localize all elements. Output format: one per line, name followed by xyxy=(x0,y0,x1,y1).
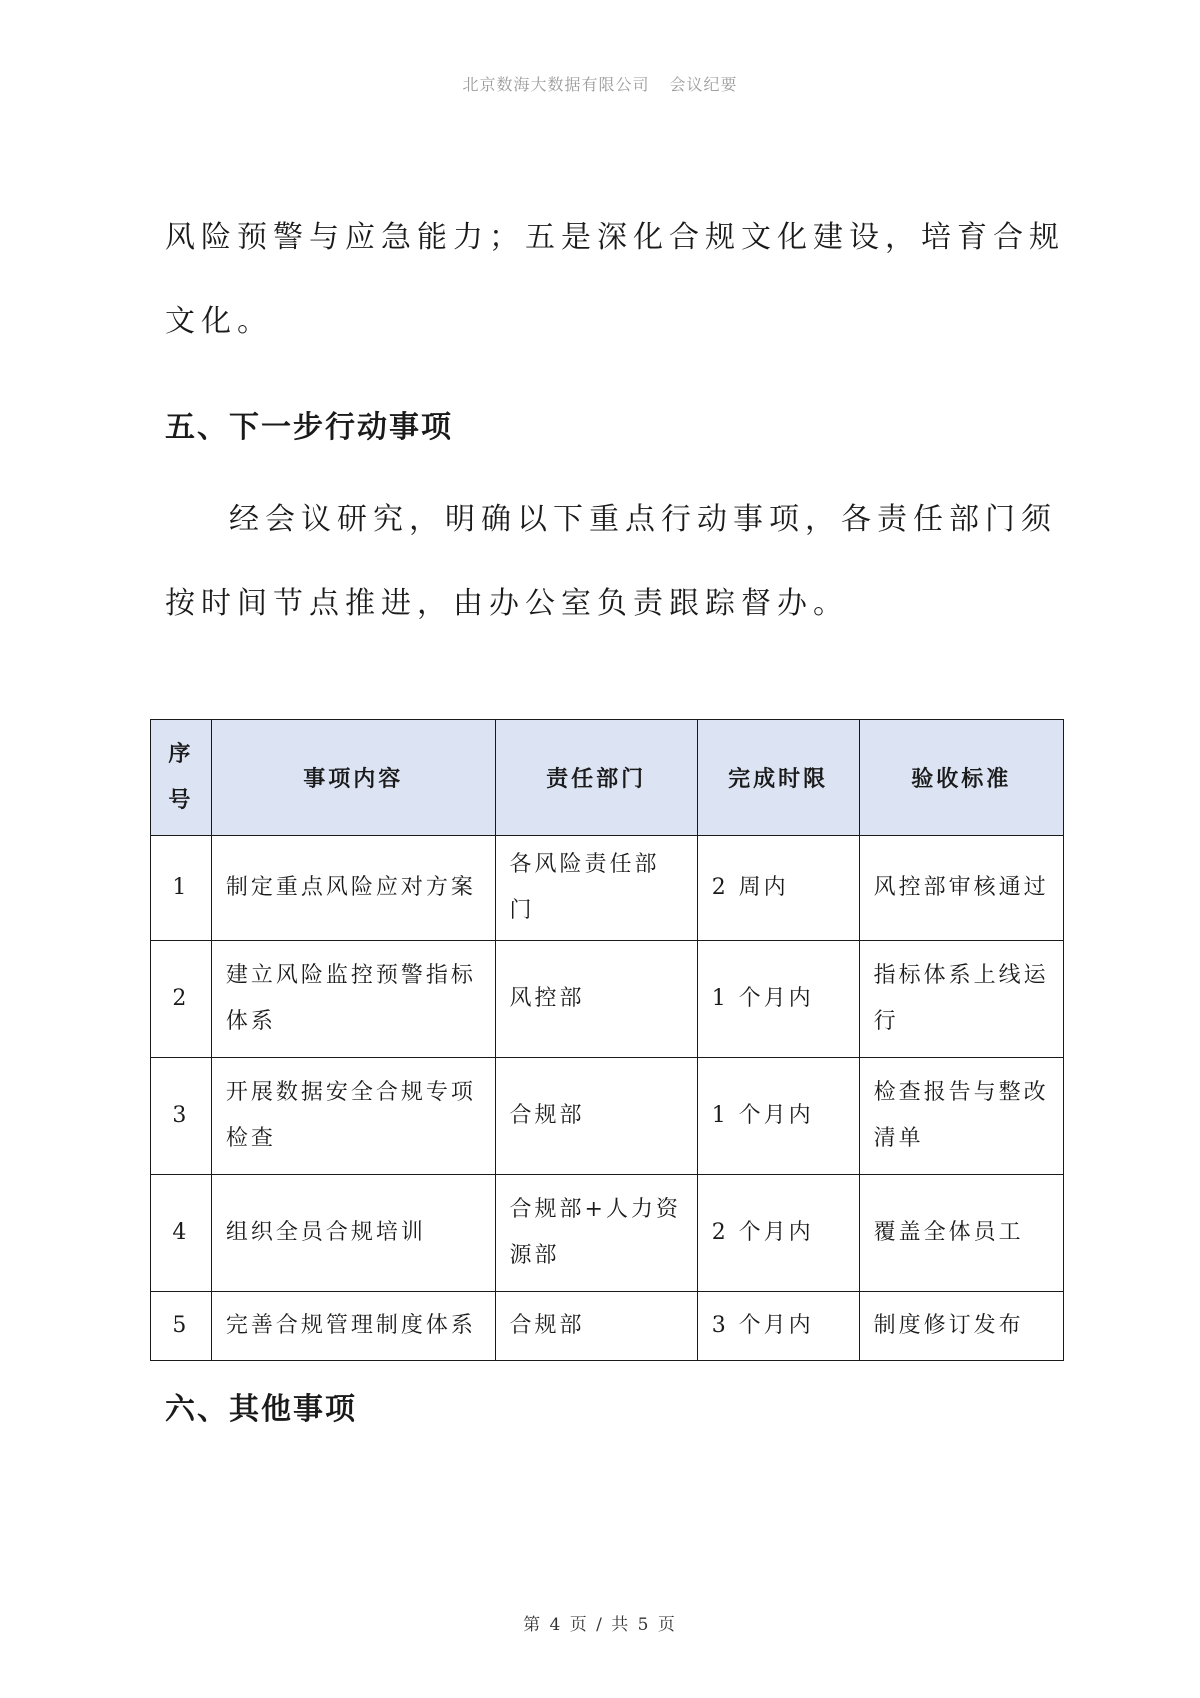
cell-number: 5 xyxy=(151,1292,212,1361)
table-row xyxy=(151,1292,1064,1361)
paragraph-continuation: 风险预警与应急能力；五是深化合规文化建设，培育合规文化。 xyxy=(165,220,1065,339)
header-company: 北京数海大数据有限公司 xyxy=(462,75,650,94)
header-cell-number xyxy=(151,720,212,836)
cell-content: 制定重点风险应对方案 xyxy=(211,836,495,941)
section-heading-other-matters: 六、其他事项 xyxy=(165,1392,357,1427)
header-cell-standard: 验收标准 xyxy=(859,720,1063,836)
cell-dept: 各风险责任部门 xyxy=(495,836,697,941)
cell-deadline: 1 个月内 xyxy=(697,941,859,1058)
cell-content: 完善合规管理制度体系 xyxy=(211,1292,495,1361)
page-header xyxy=(0,72,1200,95)
cell-dept: 合规部 xyxy=(495,1292,697,1361)
cell-standard: 覆盖全体员工 xyxy=(859,1175,1063,1292)
cell-standard: 风控部审核通过 xyxy=(859,836,1063,941)
cell-number: 1 xyxy=(151,836,212,941)
cell-deadline: 3 个月内 xyxy=(697,1292,859,1361)
cell-number: 4 xyxy=(151,1175,212,1292)
cell-deadline: 2 周内 xyxy=(697,836,859,941)
section-heading-next-actions: 五、下一步行动事项 xyxy=(165,410,453,445)
cell-dept: 风控部 xyxy=(495,941,697,1058)
cell-deadline: 1 个月内 xyxy=(697,1058,859,1175)
cell-number: 2 xyxy=(151,941,212,1058)
cell-standard: 制度修订发布 xyxy=(859,1292,1063,1361)
cell-standard: 指标体系上线运行 xyxy=(859,941,1063,1058)
header-cell-content: 事项内容 xyxy=(211,720,495,836)
table-header-row xyxy=(151,720,1064,836)
header-number-char-1: 序 xyxy=(168,741,194,767)
cell-content: 开展数据安全合规专项检查 xyxy=(211,1058,495,1175)
header-cell-deadline: 完成时限 xyxy=(697,720,859,836)
cell-standard: 检查报告与整改清单 xyxy=(859,1058,1063,1175)
table-row xyxy=(151,836,1064,941)
header-cell-dept: 责任部门 xyxy=(495,720,697,836)
cell-content: 建立风险监控预警指标体系 xyxy=(211,941,495,1058)
cell-dept: 合规部 xyxy=(495,1058,697,1175)
header-number-char-2: 号 xyxy=(168,787,194,813)
cell-dept: 合规部+人力资源部 xyxy=(495,1175,697,1292)
page-number: 第 4 页 / 共 5 页 xyxy=(523,1615,677,1635)
paragraph-intro: 经会议研究，明确以下重点行动事项，各责任部门须按时间节点推进，由办公室负责跟踪督办。 xyxy=(165,502,1057,621)
table-row xyxy=(151,1175,1064,1292)
table-row xyxy=(151,1058,1064,1175)
header-doc-type: 会议纪要 xyxy=(669,75,738,94)
action-items-table xyxy=(150,719,1064,1361)
table-row xyxy=(151,941,1064,1058)
cell-number: 3 xyxy=(151,1058,212,1175)
cell-content: 组织全员合规培训 xyxy=(211,1175,495,1292)
cell-deadline: 2 个月内 xyxy=(697,1175,859,1292)
